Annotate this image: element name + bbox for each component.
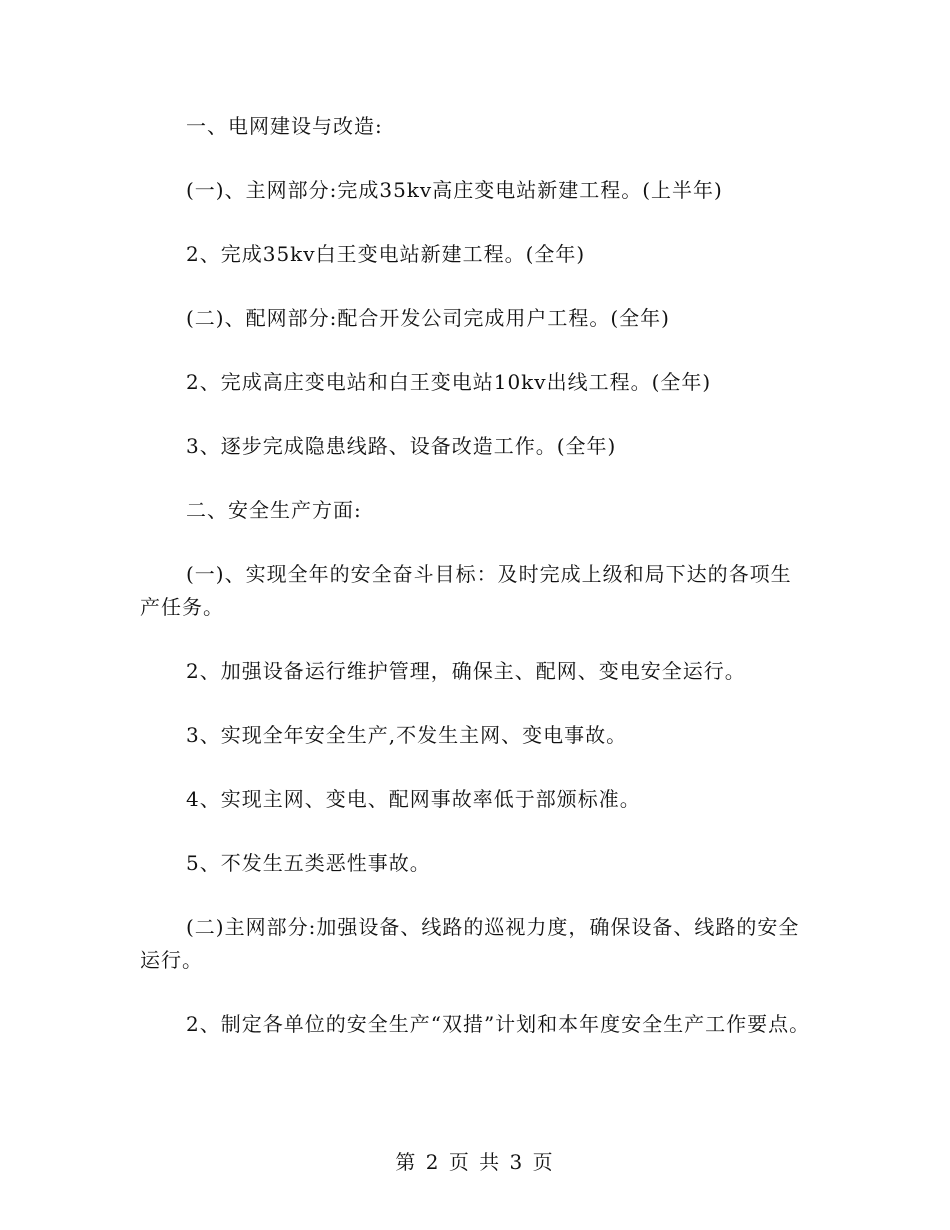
paragraph-safety-goal: (一)、实现全年的安全奋斗目标：及时完成上级和局下达的各项生产任务。 <box>140 562 792 619</box>
page-number-footer: 第 2 页 共 3 页 <box>395 1150 555 1174</box>
paragraph-safety-5: 5、不发生五类恶性事故。 <box>186 851 431 875</box>
document-body <box>140 110 812 1072</box>
paragraph-distribution-grid-3: 3、逐步完成隐患线路、设备改造工作。(全年) <box>186 434 617 458</box>
section-heading-safety: 二、安全生产方面: <box>186 498 362 522</box>
paragraph-main-grid-safety-2: 2、制定各单位的安全生产“双措”计划和本年度安全生产工作要点。 <box>186 1012 811 1036</box>
paragraph-main-grid-safety-1: (二)主网部分:加强设备、线路的巡视力度，确保设备、线路的安全运行。 <box>140 915 800 972</box>
paragraph-safety-3: 3、实现全年安全生产,不发生主网、变电事故。 <box>186 723 628 747</box>
paragraph-safety-2: 2、加强设备运行维护管理，确保主、配网、变电安全运行。 <box>186 659 746 683</box>
paragraph-main-grid-2: 2、完成35kv白王变电站新建工程。(全年) <box>186 242 586 266</box>
paragraph-distribution-grid-1: (二)、配网部分:配合开发公司完成用户工程。(全年) <box>186 306 670 330</box>
paragraph-distribution-grid-2: 2、完成高庄变电站和白王变电站10kv出线工程。(全年) <box>186 370 712 394</box>
paragraph-safety-4: 4、实现主网、变电、配网事故率低于部颁标准。 <box>186 787 641 811</box>
paragraph-main-grid-1: (一)、主网部分:完成35kv高庄变电站新建工程。(上半年) <box>186 178 723 202</box>
section-heading-grid-construction: 一、电网建设与改造: <box>186 114 383 138</box>
